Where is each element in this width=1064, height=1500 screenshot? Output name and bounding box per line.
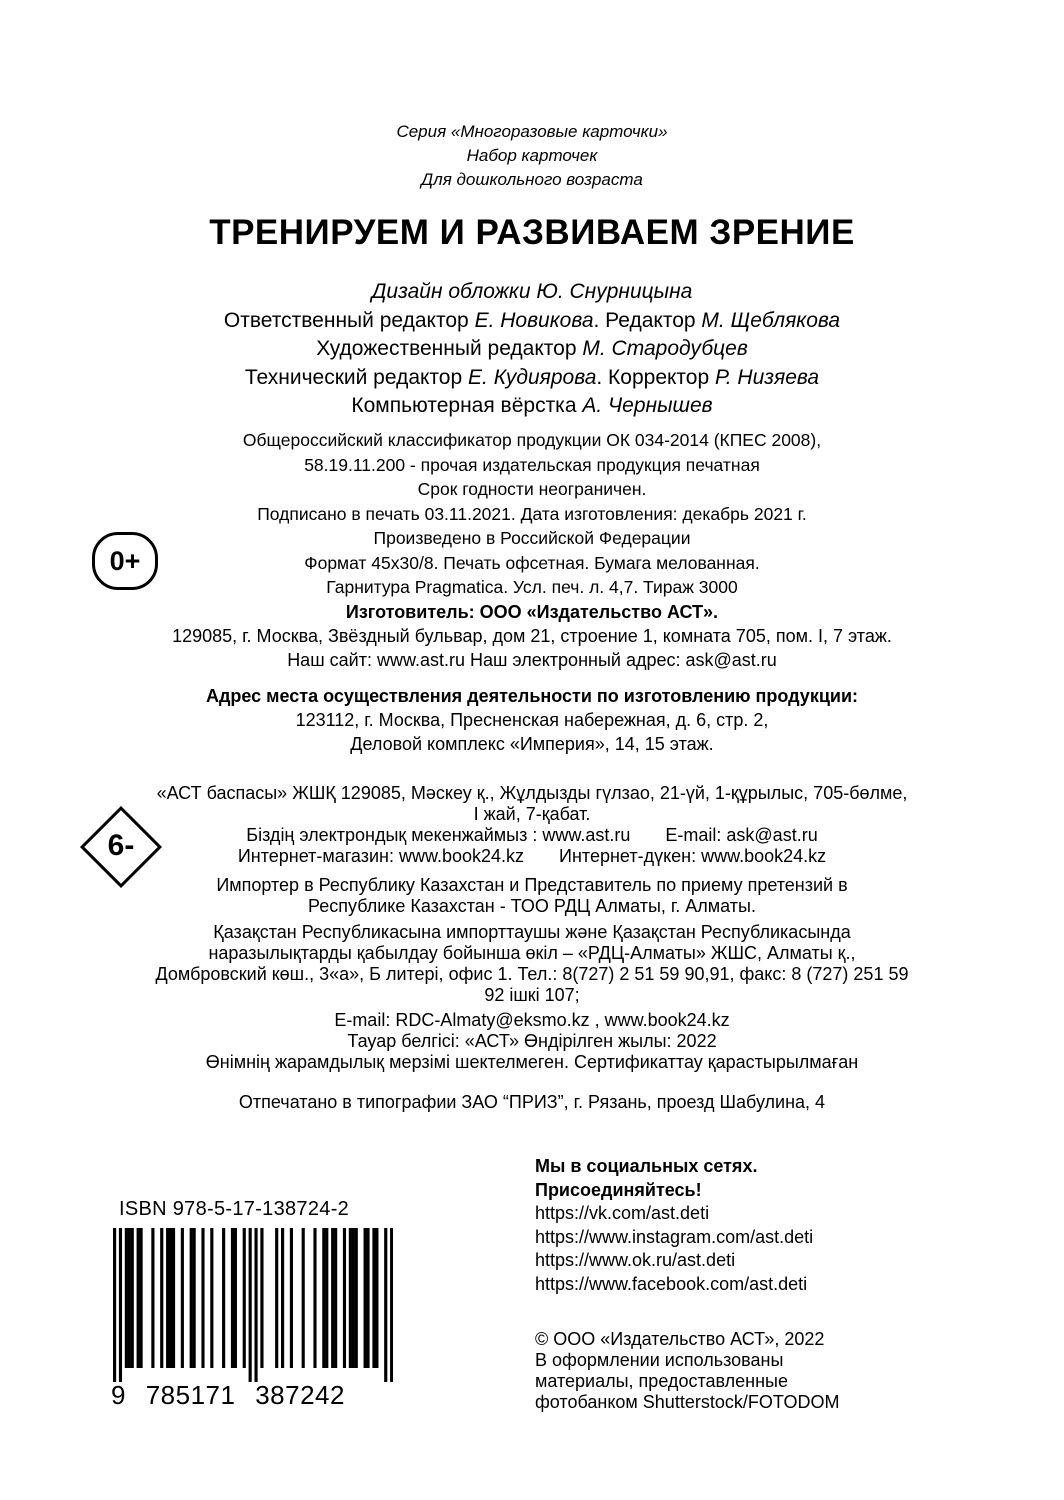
series-type: Набор карточек xyxy=(466,146,598,165)
barcode-bar xyxy=(322,1228,325,1368)
barcode xyxy=(113,1228,393,1382)
barcode-bar xyxy=(131,1228,134,1368)
copyright-block xyxy=(535,1329,840,1413)
barcode-bar xyxy=(193,1228,196,1368)
credit-art-editor: Художественный редактор М. Стародубцев xyxy=(316,337,748,360)
kz-line: Қазақстан Республикасына импорттаушы және Қазақстан Республикасында xyxy=(213,922,851,942)
barcode-bar xyxy=(302,1228,305,1368)
social-heading: Присоединяйтесь! xyxy=(535,1179,702,1200)
production-address-line: Деловой комплекс «Империя», 14, 15 этаж. xyxy=(350,734,714,754)
manufacturer-block xyxy=(0,600,1064,672)
social-block xyxy=(535,1155,813,1296)
barcode-bar xyxy=(290,1228,293,1368)
credits-block xyxy=(0,278,1064,421)
printer-info: Отпечатано в типографии ЗАО “ПРИЗ”, г. Рязань, проезд Шабулина, 4 xyxy=(238,1092,826,1112)
barcode-bar xyxy=(222,1228,225,1368)
barcode-bar xyxy=(281,1228,284,1368)
barcode-bar xyxy=(172,1228,175,1368)
kz-line: наразылықтарды қабылдау бойынша өкіл – «РДЦ-Алматы» ЖШС, Алматы қ., xyxy=(208,943,856,963)
social-link-ok[interactable]: https://www.ok.ru/ast.deti xyxy=(535,1250,736,1270)
kz-line: Өнімнің жарамдылық мерзімі шектелмеген. Сертификаттау қарастырылмаған xyxy=(205,1052,859,1072)
barcode-right-digits: 387242 xyxy=(255,1380,345,1410)
age-rating-badge: 0+ xyxy=(92,532,158,590)
barcode-bar xyxy=(201,1228,204,1368)
info-line: Срок годности неограничен. xyxy=(417,479,647,499)
kz-line: I жай, 7-қабат. xyxy=(473,804,591,824)
production-address-line: 123112, г. Москва, Пресненская набережная, д. 6, стр. 2, xyxy=(295,710,769,730)
barcode-bar xyxy=(384,1228,387,1382)
copyright-line: В оформлении использованы xyxy=(535,1350,784,1370)
barcode-bar xyxy=(372,1228,375,1368)
social-link-facebook[interactable]: https://www.facebook.com/ast.deti xyxy=(535,1273,808,1294)
barcode-bar xyxy=(275,1228,278,1368)
barcode-bar xyxy=(210,1228,213,1368)
barcode-first-digit: 9 xyxy=(111,1380,126,1410)
kz-line: Интернет-магазин: www.book24.kz Интернет-дүкен: www.book24.kz xyxy=(237,846,827,866)
barcode-bar xyxy=(331,1228,334,1368)
kz-line: Біздің электрондық мекенжаймыз : www.ast.ru E-mail: ask@ast.ru xyxy=(246,825,818,845)
barcode-bar xyxy=(190,1228,193,1368)
barcode-bar xyxy=(181,1228,184,1368)
page-title: ТРЕНИРУЕМ И РАЗВИВАЕМ ЗРЕНИЕ xyxy=(209,213,855,252)
barcode-bar xyxy=(364,1228,367,1368)
barcode-bar xyxy=(234,1228,237,1368)
credit-layout: Компьютерная вёрстка А. Чернышев xyxy=(351,394,713,417)
barcode-bar xyxy=(169,1228,172,1368)
kz-line: Домбровский көш., 3«а», Б литері, офис 1. Тел.: 8(727) 2 51 59 90,91, факс: 8 (727) 251 59 xyxy=(155,964,909,984)
copyright-line: материалы, предоставленные xyxy=(535,1371,788,1391)
info-line: Произведено в Российской Федерации xyxy=(373,528,691,548)
series-block xyxy=(0,120,1064,192)
publication-info xyxy=(0,428,1064,600)
manufacturer-web: Наш сайт: www.ast.ru Наш электронный адрес: ask@ast.ru xyxy=(287,650,777,670)
manufacturer-heading: Изготовитель: ООО «Издательство АСТ». xyxy=(345,602,719,622)
kz-line: Тауар белгісі: «АСТ» Өндірілген жылы: 2022 xyxy=(347,1031,717,1051)
copyright-line: фотобанком Shutterstock/FOTODOM xyxy=(535,1392,840,1412)
credit-cover: Дизайн обложки Ю. Снурницына xyxy=(371,280,693,303)
kz-line: E-mail: RDC-Almaty@eksmo.kz , www.book24.kz xyxy=(334,1010,730,1030)
social-heading: Мы в социальных сетях. xyxy=(535,1156,758,1176)
barcode-bar xyxy=(313,1228,316,1368)
kz-line: Республике Казахстан - ТОО РДЦ Алматы, г. Алматы. xyxy=(308,896,756,916)
kz-line: «АСТ баспасы» ЖШҚ 129085, Мәскеу қ., Жұлдызды гүлзао, 21-үй, 1-құрылыс, 705-бөлме, xyxy=(156,783,908,803)
barcode-bar xyxy=(366,1228,369,1368)
info-line: 58.19.11.200 - прочая издательская продукция печатная xyxy=(304,454,760,475)
barcode-bar xyxy=(231,1228,234,1368)
copyright-line: © ООО «Издательство АСТ», 2022 xyxy=(535,1329,825,1349)
barcode-bar xyxy=(352,1228,355,1368)
social-link-instagram[interactable]: https://www.instagram.com/ast.deti xyxy=(535,1226,814,1247)
barcode-bar xyxy=(249,1228,252,1382)
series-age: Для дошкольного возраста xyxy=(421,170,643,189)
kz-line: Импортер в Республику Казахстан и Представитель по приему претензий в xyxy=(216,875,848,895)
info-line: Общероссийский классификатор продукции ОК 034-2014 (КПЕС 2008), xyxy=(242,430,822,450)
kz-age-rating: 6- xyxy=(107,829,135,862)
barcode-bar xyxy=(375,1228,378,1368)
info-line: Формат 45х30/8. Печать офсетная. Бумага мелованная. xyxy=(304,552,760,573)
barcode-bar xyxy=(349,1228,352,1368)
barcode-bar xyxy=(343,1228,346,1368)
barcode-bar xyxy=(160,1228,163,1368)
barcode-bar xyxy=(260,1228,263,1368)
barcode-bar xyxy=(128,1228,131,1368)
credit-tech-editor: Технический редактор Е. Кудиярова. Корректор Р. Низяева xyxy=(244,365,820,389)
manufacturer-address: 129085, г. Москва, Звёздный бульвар, дом 21, строение 1, комната 705, пом. I, 7 этаж. xyxy=(172,626,892,646)
barcode-bar xyxy=(355,1228,358,1368)
barcode-bar xyxy=(254,1228,257,1382)
barcode-bar xyxy=(325,1228,328,1368)
series-name: Серия «Многоразовые карточки» xyxy=(396,122,668,141)
barcode-bar xyxy=(334,1228,337,1368)
social-link-vk[interactable]: https://vk.com/ast.deti xyxy=(535,1203,710,1223)
kz-line: 92 ішкі 107; xyxy=(484,985,580,1005)
barcode-bar xyxy=(125,1228,128,1368)
barcode-bar xyxy=(137,1228,140,1368)
production-address-heading: Адрес места осуществления деятельности по изготовлению продукции: xyxy=(205,686,859,706)
barcode-bar xyxy=(140,1228,143,1368)
barcode-left-digits: 785171 xyxy=(145,1380,236,1410)
barcode-bar xyxy=(166,1228,169,1368)
info-line: Гарнитура Pragmatica. Усл. печ. л. 4,7. Тираж 3000 xyxy=(326,577,738,597)
kz-importer-block xyxy=(0,922,1064,1006)
production-address-block xyxy=(0,684,1064,756)
isbn-text: ISBN 978-5-17-138724-2 xyxy=(119,1198,350,1220)
barcode-bar xyxy=(243,1228,246,1368)
info-line: Подписано в печать 03.11.2021. Дата изготовления: декабрь 2021 г. xyxy=(257,503,807,524)
barcode-digits xyxy=(111,1380,345,1411)
kz-contact-block xyxy=(0,1010,1064,1073)
credit-editors: Ответственный редактор Е. Новикова. Редактор М. Щеблякова xyxy=(223,308,841,332)
barcode-bar xyxy=(119,1228,122,1382)
barcode-bar xyxy=(113,1228,116,1382)
kz-block xyxy=(0,783,1064,917)
barcode-bar xyxy=(390,1228,393,1382)
barcode-bar xyxy=(151,1228,154,1368)
